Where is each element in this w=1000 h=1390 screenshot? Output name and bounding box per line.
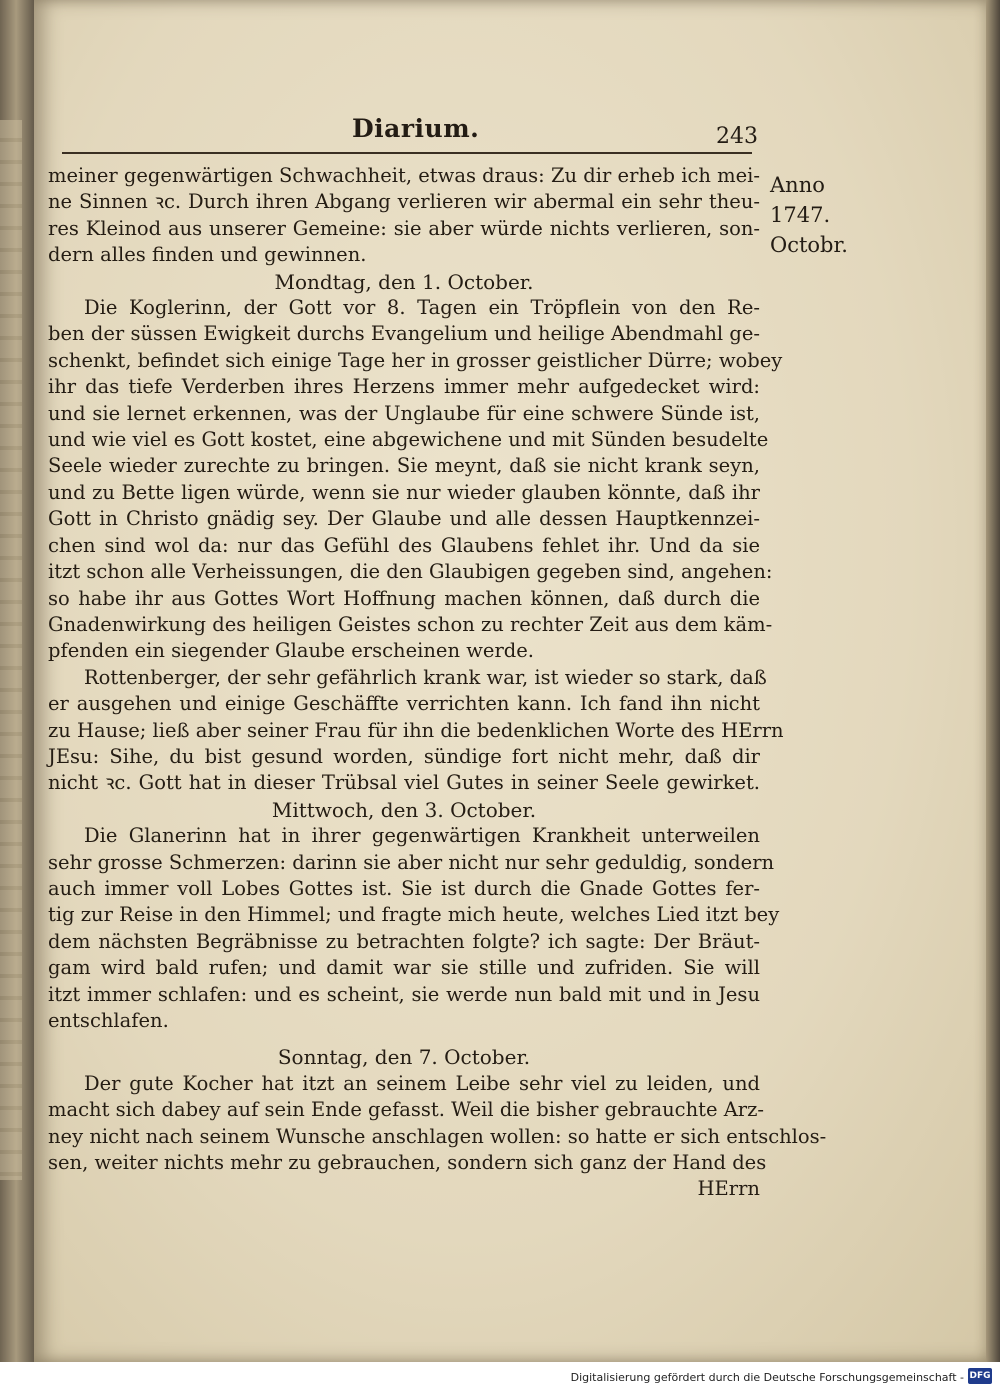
- left-page-sliver: [0, 120, 22, 1180]
- text-line: ne Sinnen ꝛc. Durch ihren Abgang verlieren wir abermal ein sehr theu-: [48, 190, 760, 214]
- text-line: JEsu: Sihe, du bist gesund worden, sündige fort nicht mehr, daß dir: [48, 744, 760, 768]
- text-line: tig zur Reise in den Himmel; und fragte mich heute, welches Lied itzt bey: [48, 903, 780, 927]
- text-line: nicht ꝛc. Gott hat in dieser Trübsal viel Gutes in seiner Seele gewirket.: [48, 771, 760, 795]
- right-page-edge: [986, 0, 1000, 1362]
- margin-note-line: Octobr.: [770, 233, 848, 257]
- text-line: itzt schon alle Verheissungen, die den Glaubigen gegeben sind, angehen:: [48, 560, 773, 584]
- text-line: Gott in Christo gnädig sey. Der Glaube und alle dessen Hauptkennzei-: [48, 507, 760, 531]
- text-line: er ausgehen und einige Geschäffte verrichten kann. Ich fand ihn nicht: [48, 692, 760, 716]
- text-line: res Kleinod aus unserer Gemeine: sie aber würde nichts verlieren, son-: [48, 216, 760, 240]
- margin-note-line: 1747.: [770, 203, 831, 227]
- running-head: Diarium.: [352, 114, 480, 143]
- catchword: HErrn: [697, 1177, 760, 1201]
- head-rule: [62, 152, 752, 154]
- text-line: Rottenberger, der sehr gefährlich krank war, ist wieder so stark, daß: [84, 665, 767, 689]
- text-line: entschlafen.: [48, 1009, 169, 1032]
- margin-note-line: Anno: [770, 173, 825, 197]
- text-line: dern alles finden und gewinnen.: [48, 243, 367, 267]
- text-line: Seele wieder zurechte zu bringen. Sie meynt, daß sie nicht krank seyn,: [48, 454, 760, 478]
- text-line: pfenden ein siegender Glaube erscheinen werde.: [48, 639, 534, 663]
- text-line: und sie lernet erkennen, was der Unglaube für eine schwere Sünde ist,: [48, 401, 760, 425]
- text-line: schenkt, befindet sich einige Tage her in grosser geistlicher Dürre; wobey: [48, 348, 783, 372]
- text-line: so habe ihr aus Gottes Wort Hoffnung machen können, daß durch die: [48, 586, 760, 610]
- date-heading: Mittwoch, den 3. October.: [271, 797, 537, 822]
- text-line: Die Glanerinn hat in ihrer gegenwärtigen Krankheit unterweilen: [84, 824, 760, 848]
- text-line: auch immer voll Lobes Gottes ist. Sie ist durch die Gnade Gottes fer-: [48, 876, 760, 900]
- text-line: Gnadenwirkung des heiligen Geistes schon zu rechter Zeit aus dem käm-: [48, 612, 773, 636]
- text-line: ney nicht nach seinem Wunsche anschlagen wollen: so hatte er sich entschlos-: [48, 1124, 827, 1148]
- text-line: und zu Bette ligen würde, wenn sie nur wieder glauben könnte, daß ihr: [48, 480, 760, 504]
- text-line: zu Hause; ließ aber seiner Frau für ihn die bedenklichen Worte des HErrn: [48, 718, 784, 742]
- date-heading: Mondtag, den 1. October.: [274, 269, 534, 294]
- text-line: Der gute Kocher hat itzt an seinem Leibe sehr viel zu leiden, und: [84, 1071, 760, 1095]
- text-line: gam wird bald rufen; und damit war sie stille und zufriden. Sie will: [48, 956, 760, 980]
- text-line: dem nächsten Begräbnisse zu betrachten folgte? ich sagte: Der Bräut-: [48, 929, 760, 953]
- date-heading: Sonntag, den 7. October.: [277, 1045, 531, 1070]
- text-line: chen sind wol da: nur das Gefühl des Glaubens fehlet ihr. Und da sie: [48, 533, 760, 557]
- page-number: 243: [716, 124, 758, 149]
- text-line: sehr grosse Schmerzen: darinn sie aber nicht nur sehr geduldig, sondern: [48, 850, 775, 874]
- dfg-logo: DFG: [968, 1368, 992, 1384]
- margin-note: [770, 170, 850, 260]
- footer-credit: Digitalisierung gefördert durch die Deutsche Forschungsgemeinschaft -: [570, 1371, 964, 1384]
- text-line: macht sich dabey auf sein Ende gefasst. Weil die bisher gebrauchte Arz-: [48, 1098, 764, 1122]
- text-line: ben der süssen Ewigkeit durchs Evangelium und heilige Abendmahl ge-: [48, 322, 760, 346]
- text-line: itzt immer schlafen: und es scheint, sie werde nun bald mit und in Jesu: [48, 982, 760, 1006]
- text-line: und wie viel es Gott kostet, eine abgewichene und mit Sünden besudelte: [48, 428, 769, 452]
- text-line: meiner gegenwärtigen Schwachheit, etwas draus: Zu dir erheb ich mei-: [48, 164, 760, 187]
- text-line: ihr das tiefe Verderben ihres Herzens immer mehr aufgedecket wird:: [48, 375, 760, 399]
- text-line: Die Koglerinn, der Gott vor 8. Tagen ein Tröpflein von den Re-: [84, 296, 760, 320]
- text-line: sen, weiter nichts mehr zu gebrauchen, sondern sich ganz der Hand des: [48, 1151, 767, 1175]
